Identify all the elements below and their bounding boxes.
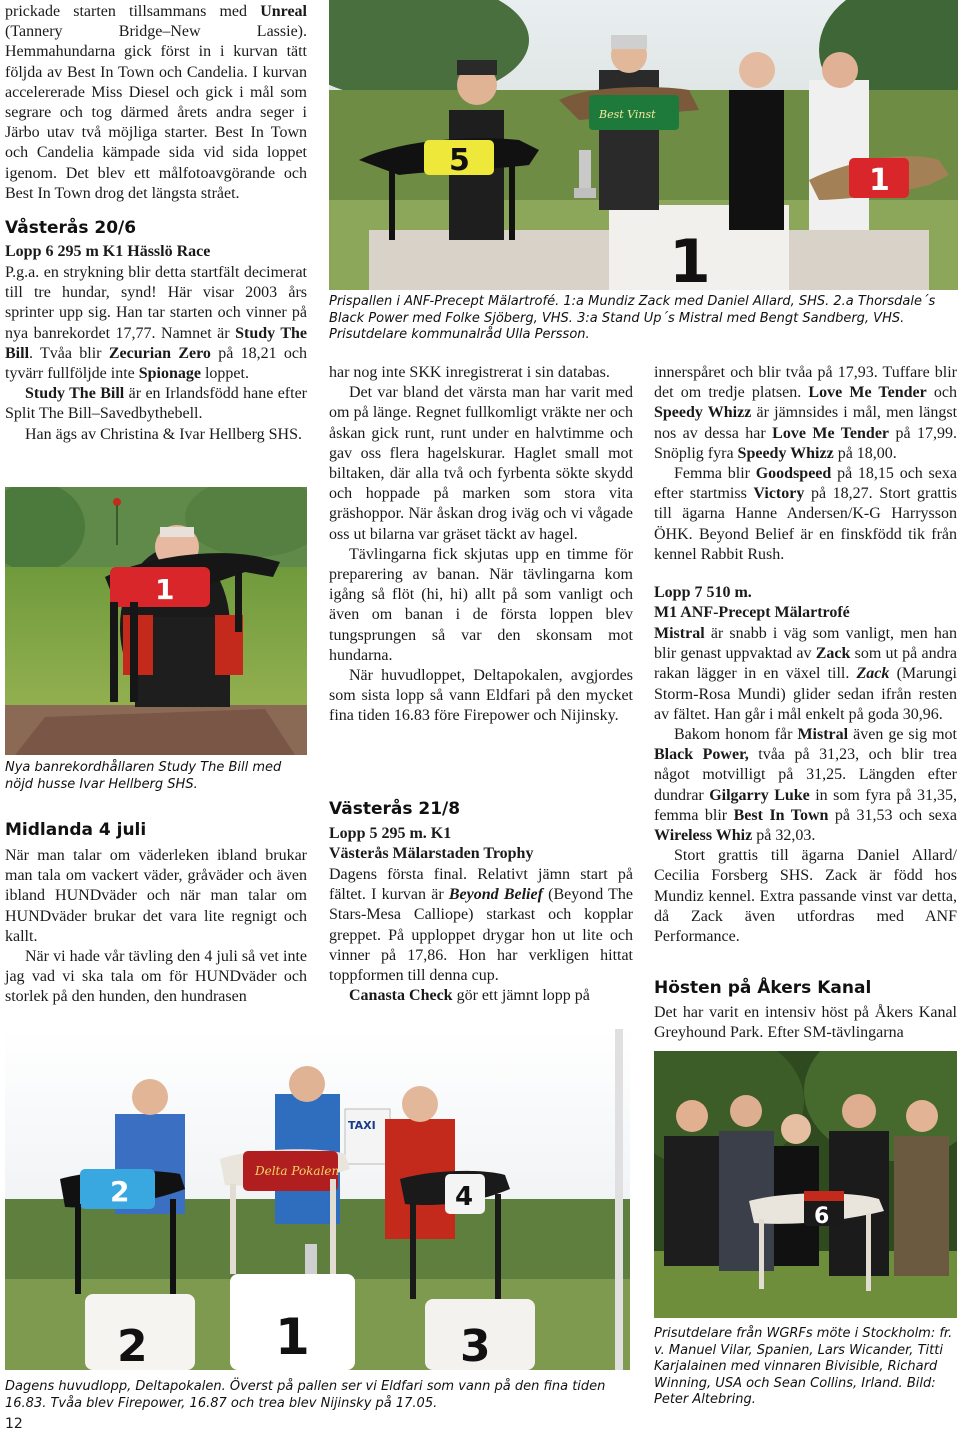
- bib-number: 5: [449, 143, 470, 178]
- photo-deltapokalen-podium: [5, 1029, 630, 1370]
- section-heading-vasteras-20-6: Våsterås 20/6: [5, 218, 137, 238]
- race-subheading: Lopp 7 510 m.: [654, 584, 752, 601]
- paragraph: Dagens första final. Relativt jämn start på fältet. I kurvan är Beyond Belief (Beyond The Stars-Mesa Calliope) starkast och kopplar greppet. På upploppet drygar hon ut lite och vinner på 17,86. Hon har verkligen hittat toppformen till denna cup.: [329, 866, 634, 985]
- paragraph: Bakom honom får Mistral även ge sig mot Black Power, tvåa på 31,23, och blir trea något motvilligt på 31,25. Längden efter dundrar Gilgarry Luke in som fyra på 31,35, femma blir Best In Town på 31,53 och sexa Wireless Whiz på 32,03.: [654, 726, 958, 845]
- bib-number: 2: [110, 1175, 130, 1208]
- paragraph: Han ägs av Christina & Ivar Hellberg SHS.: [25, 425, 302, 443]
- race-subheading: M1 ANF-Precept Mälartrofé: [654, 604, 850, 621]
- bib-number: 1: [869, 163, 890, 198]
- paragraph: Det har varit en intensiv höst på Åkers Kanal Greyhound Park. Efter SM-tävlingarna: [654, 1004, 957, 1042]
- col1-top-text: [5, 2, 307, 204]
- paragraph: Femma blir Goodspeed på 18,15 och sexa efter startmiss Victory på 18,27. Stort grattis till ägarna Hanne Andersen/K-G Harrysson ÖHK. Beyond Belief är en finskfödd tik från kennel Rabbit Rush.: [654, 465, 957, 563]
- col3-hosten-text: [654, 1003, 957, 1043]
- col1-race-text: [5, 263, 307, 445]
- blanket-text: Best Vinst: [599, 108, 656, 121]
- photo-wgrf-prize-giving: [654, 1051, 957, 1318]
- col2-text: [329, 363, 633, 727]
- race-subheading: Lopp 5 295 m. K1: [329, 825, 452, 842]
- race-subheading: Lopp 6 295 m K1 Hässlö Race: [5, 243, 211, 260]
- podium-number: 2: [117, 1321, 148, 1370]
- paragraph: prickade starten tillsammans med Unreal (Tannery Bridge–New Lassie). Hemmahundarna gick först in i kurvan tätt följda av Best In Town och Candelia. I kurvan accelererade Miss Diesel och gick i mål som segrare och tog därmed årets andra seger i Järbo utav två möjliga starter. Best In Town och Candelia kämpade sida vid sida loppet igenom. Det blev ett målfotoavgörande och Best In Town drog det längsta strået.: [5, 3, 307, 202]
- paragraph: Mistral är snabb i väg som vanligt, men han blir genast uppvaktad av Zack som ut på andra rakan lägger in en växel till. Zack (Marungi Storm-Rosa Mundi) glider sedan ifrån resten av fältet. Han går i mål enkelt på goda 30,96.: [654, 625, 958, 723]
- photo-study-the-bill: [5, 487, 307, 755]
- col3-text: [654, 363, 957, 565]
- paragraph: har nog inte SKK inregistrerat i sin databas.: [329, 364, 610, 381]
- paragraph: Tävlingarna fick skjutas upp en timme för preparering av banan. När tävlingarna kom igång så flöt (hi, hi) allt på som vanligt och även om banan i de första loppen blev tungsprungen så var den skonsam mot hundarna.: [329, 545, 633, 664]
- section-heading-midlanda: Midlanda 4 juli: [5, 820, 147, 840]
- paragraph: När vi hade vår tävling den 4 juli så vet inte jag vad vi ska tala om för HUNDväder och storlek på den hunden, den hundrasen: [5, 948, 307, 1006]
- race-subheading: Västerås Mälarstaden Trophy: [329, 845, 534, 862]
- caption-study-the-bill: Nya banrekordhållaren Study The Bill med nöjd husse Ivar Hellberg SHS.: [5, 760, 282, 792]
- paragraph: Canasta Check gör ett jämnt lopp på: [349, 987, 590, 1005]
- midlanda-text: [5, 846, 307, 1008]
- col3-race-text: [654, 624, 957, 947]
- bib-number: 1: [155, 573, 175, 606]
- paragraph: Det var bland det värsta man har varit med om på länge. Regnet fullkomligt vräkte ner och åskan gick runt, runt under en halvtimme och gav oss flera hagelskurar. Haglet small mot biltaken, där alla två och fyrbenta sökte skydd och hoppade på marken som stora vita gräshoppor. När åskan drog iväg och vi vågade oss ut bilarna var gräset täckt av hagel.: [329, 384, 633, 543]
- col2-race-text: [329, 865, 633, 1006]
- taxi-sign: TAXI: [348, 1119, 376, 1132]
- section-heading-hosten: Hösten på Åkers Kanal: [654, 978, 872, 998]
- paragraph: När man talar om väderleken ibland brukar man tala om vackert väder, gråväder och även ibland HUNDväder och när man talar om HUNDväder brukar det vara lite regnigt och kallt.: [5, 847, 307, 945]
- paragraph: innerspåret och blir tvåa på 17,93. Tuffare blir det om tredje platsen. Love Me Tender och Speedy Whizz är jämnsides i mål, men längst nos av dessa har Love Me Tender på 17,99. Snöplig fyra Speedy Whizz på 18,00.: [654, 364, 958, 462]
- blanket-text: Delta Pokalen: [255, 1164, 340, 1178]
- paragraph: När huvudloppet, Deltapokalen, avgjordes som sista lopp så vann Eldfari på den mycket fina tiden 16.83 före Firepower och Nijinsky.: [329, 667, 633, 725]
- photo-podium-malartrofe: [329, 0, 958, 290]
- paragraph: Stort grattis till ägarna Daniel Allard/ Cecilia Forsberg SHS. Zack är född hos Mundiz kennel. Extra passande vinst var detta, då Zack även utfordras med ANF Performance.: [654, 847, 957, 946]
- podium-number: 1: [669, 227, 711, 290]
- bib-number: 6: [814, 1204, 830, 1229]
- podium-number: 3: [460, 1321, 491, 1370]
- caption-podium-malartrofe: Prispallen i ANF-Precept Mälartrofé. 1:a Mundiz Zack med Daniel Allard, SHS. 2.a Thorsdale´s Black Power med Folke Sjöberg, VHS. 3:a Stand Up´s Mistral med Bengt Sandberg, VHS. Prisutdelare kommunalråd Ulla Persson.: [329, 294, 936, 342]
- caption-deltapokalen: Dagens huvudlopp, Deltapokalen. Överst på pallen ser vi Eldfari som vann på den fina tiden 16.83. Tvåa blev Firepower, 16.87 och trea blev Nijinsky på 17.05.: [5, 1379, 606, 1411]
- paragraph: Study The Bill är en Irlandsfödd hane efter Split The Bill–Savedbythebell.: [5, 385, 308, 423]
- caption-wgrf: Prisutdelare från WGRFs möte i Stockholm: fr. v. Manuel Vilar, Spanien, Lars Wicander, Titti Karjalainen med vinnaren Bivisible, Richard Winning, USA och Sean Collins, Irland. Bild: Peter Altebring.: [654, 1326, 953, 1407]
- section-heading-vasteras-21-8: Västerås 21/8: [329, 799, 461, 819]
- paragraph: P.g.a. en strykning blir detta startfält decimerat till tre hundar, synd! Här visar 2003 års sprinter upp sig. Han tar starten och vinner på nya banrekordet 17,77. Namnet är Study The Bill. Tvåa blir Zecurian Zero på 18,21 och tyvärr fullföljde inte Spionage loppet.: [5, 264, 308, 383]
- page-number: 12: [5, 1416, 23, 1432]
- podium-number: 1: [275, 1308, 310, 1366]
- bib-number: 4: [455, 1182, 474, 1212]
